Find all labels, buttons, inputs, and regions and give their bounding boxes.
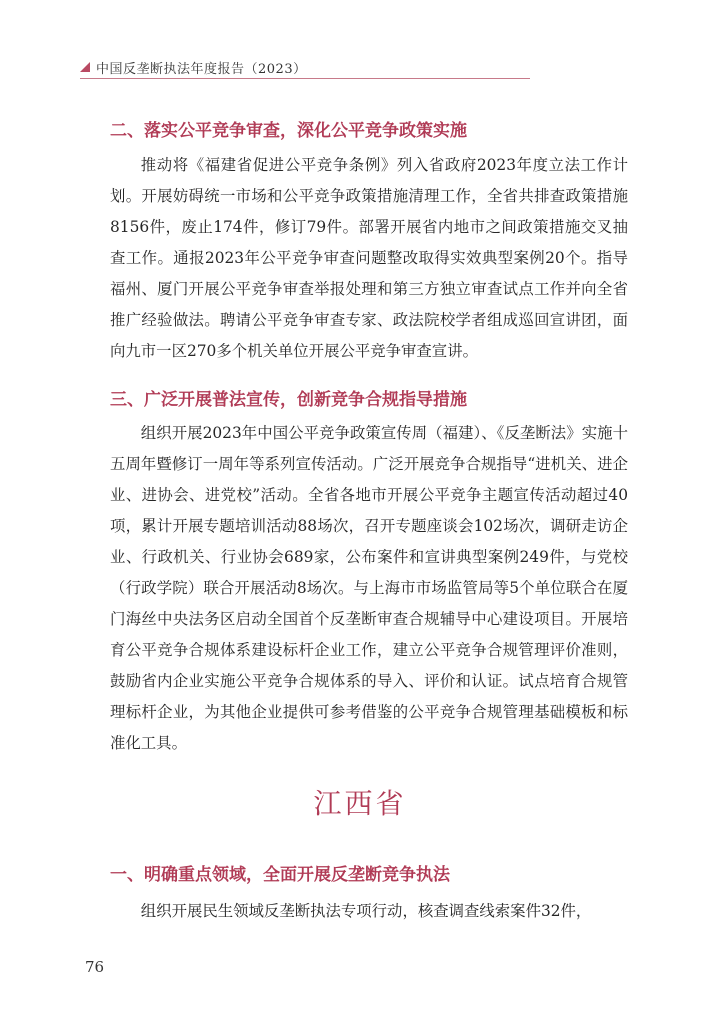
running-header — [80, 56, 640, 80]
section-paragraph-2: 推动将《福建省促进公平竞争条例》列入省政府2023年度立法工作计划。开展妨碍统一市场和公平竞争政策措施清理工作，全省共排查政策措施8156件，废止174件，修订79件。部署开展省内地市之间政策措施交叉抽查工作。通报2023年公平竞争审查问题整改取得实效典型案例20个。指导福州、厦门开展公平竞争审查举报处理和第三方独立审查试点工作并向全省推广经验做法。聘请公平竞争审查专家、政法院校学者组成巡回宣讲团，面向九市一区270多个机关单位开展公平竞争审查宣讲。 — [110, 156, 628, 360]
province-section-paragraph-1: 组织开展民生领域反垄断执法专项行动，核查调查线索案件32件， — [140, 902, 592, 920]
section-heading-2: 二、落实公平竞争审查，深化公平竞争政策实施 — [110, 121, 467, 141]
province-title: 江西省 — [313, 787, 407, 820]
section-paragraph-3: 组织开展2023年中国公平竞争政策宣传周（福建）、《反垄断法》实施十五周年暨修订一周年等系列宣传活动。广泛开展竞争合规指导“进机关、进企业、进协会、进党校”活动。全省各地市开展公平竞争主题宣传活动超过40项，累计开展专题培训活动88场次，召开专题座谈会102场次，调研走访企业、行政机关、行业协会689家，公布案件和宣讲典型案例249件，与党校（行政学院）联合开展活动8场次。与上海市市场监管局等5个单位联合在厦门海丝中央法务区启动全国首个反垄断审查合规辅导中心建设项目。开展培育公平竞争合规体系建设标杆企业工作，建立公平竞争合规管理评价准则，鼓励省内企业实施公平竞争合规体系的导入、评价和认证。试点培育合规管理标杆企业，为其他企业提供可参考借鉴的公平竞争合规管理基础模板和标准化工具。 — [110, 424, 628, 752]
header-corner-mark — [80, 62, 90, 72]
province-section-heading-1: 一、明确重点领域，全面开展反垄断竞争执法 — [110, 865, 450, 885]
header-rule — [80, 78, 530, 79]
page-number: 76 — [85, 958, 105, 976]
header-title: 中国反垄断执法年度报告（2023） — [96, 62, 307, 77]
section-heading-3: 三、广泛开展普法宣传，创新竞争合规指导措施 — [110, 390, 467, 410]
